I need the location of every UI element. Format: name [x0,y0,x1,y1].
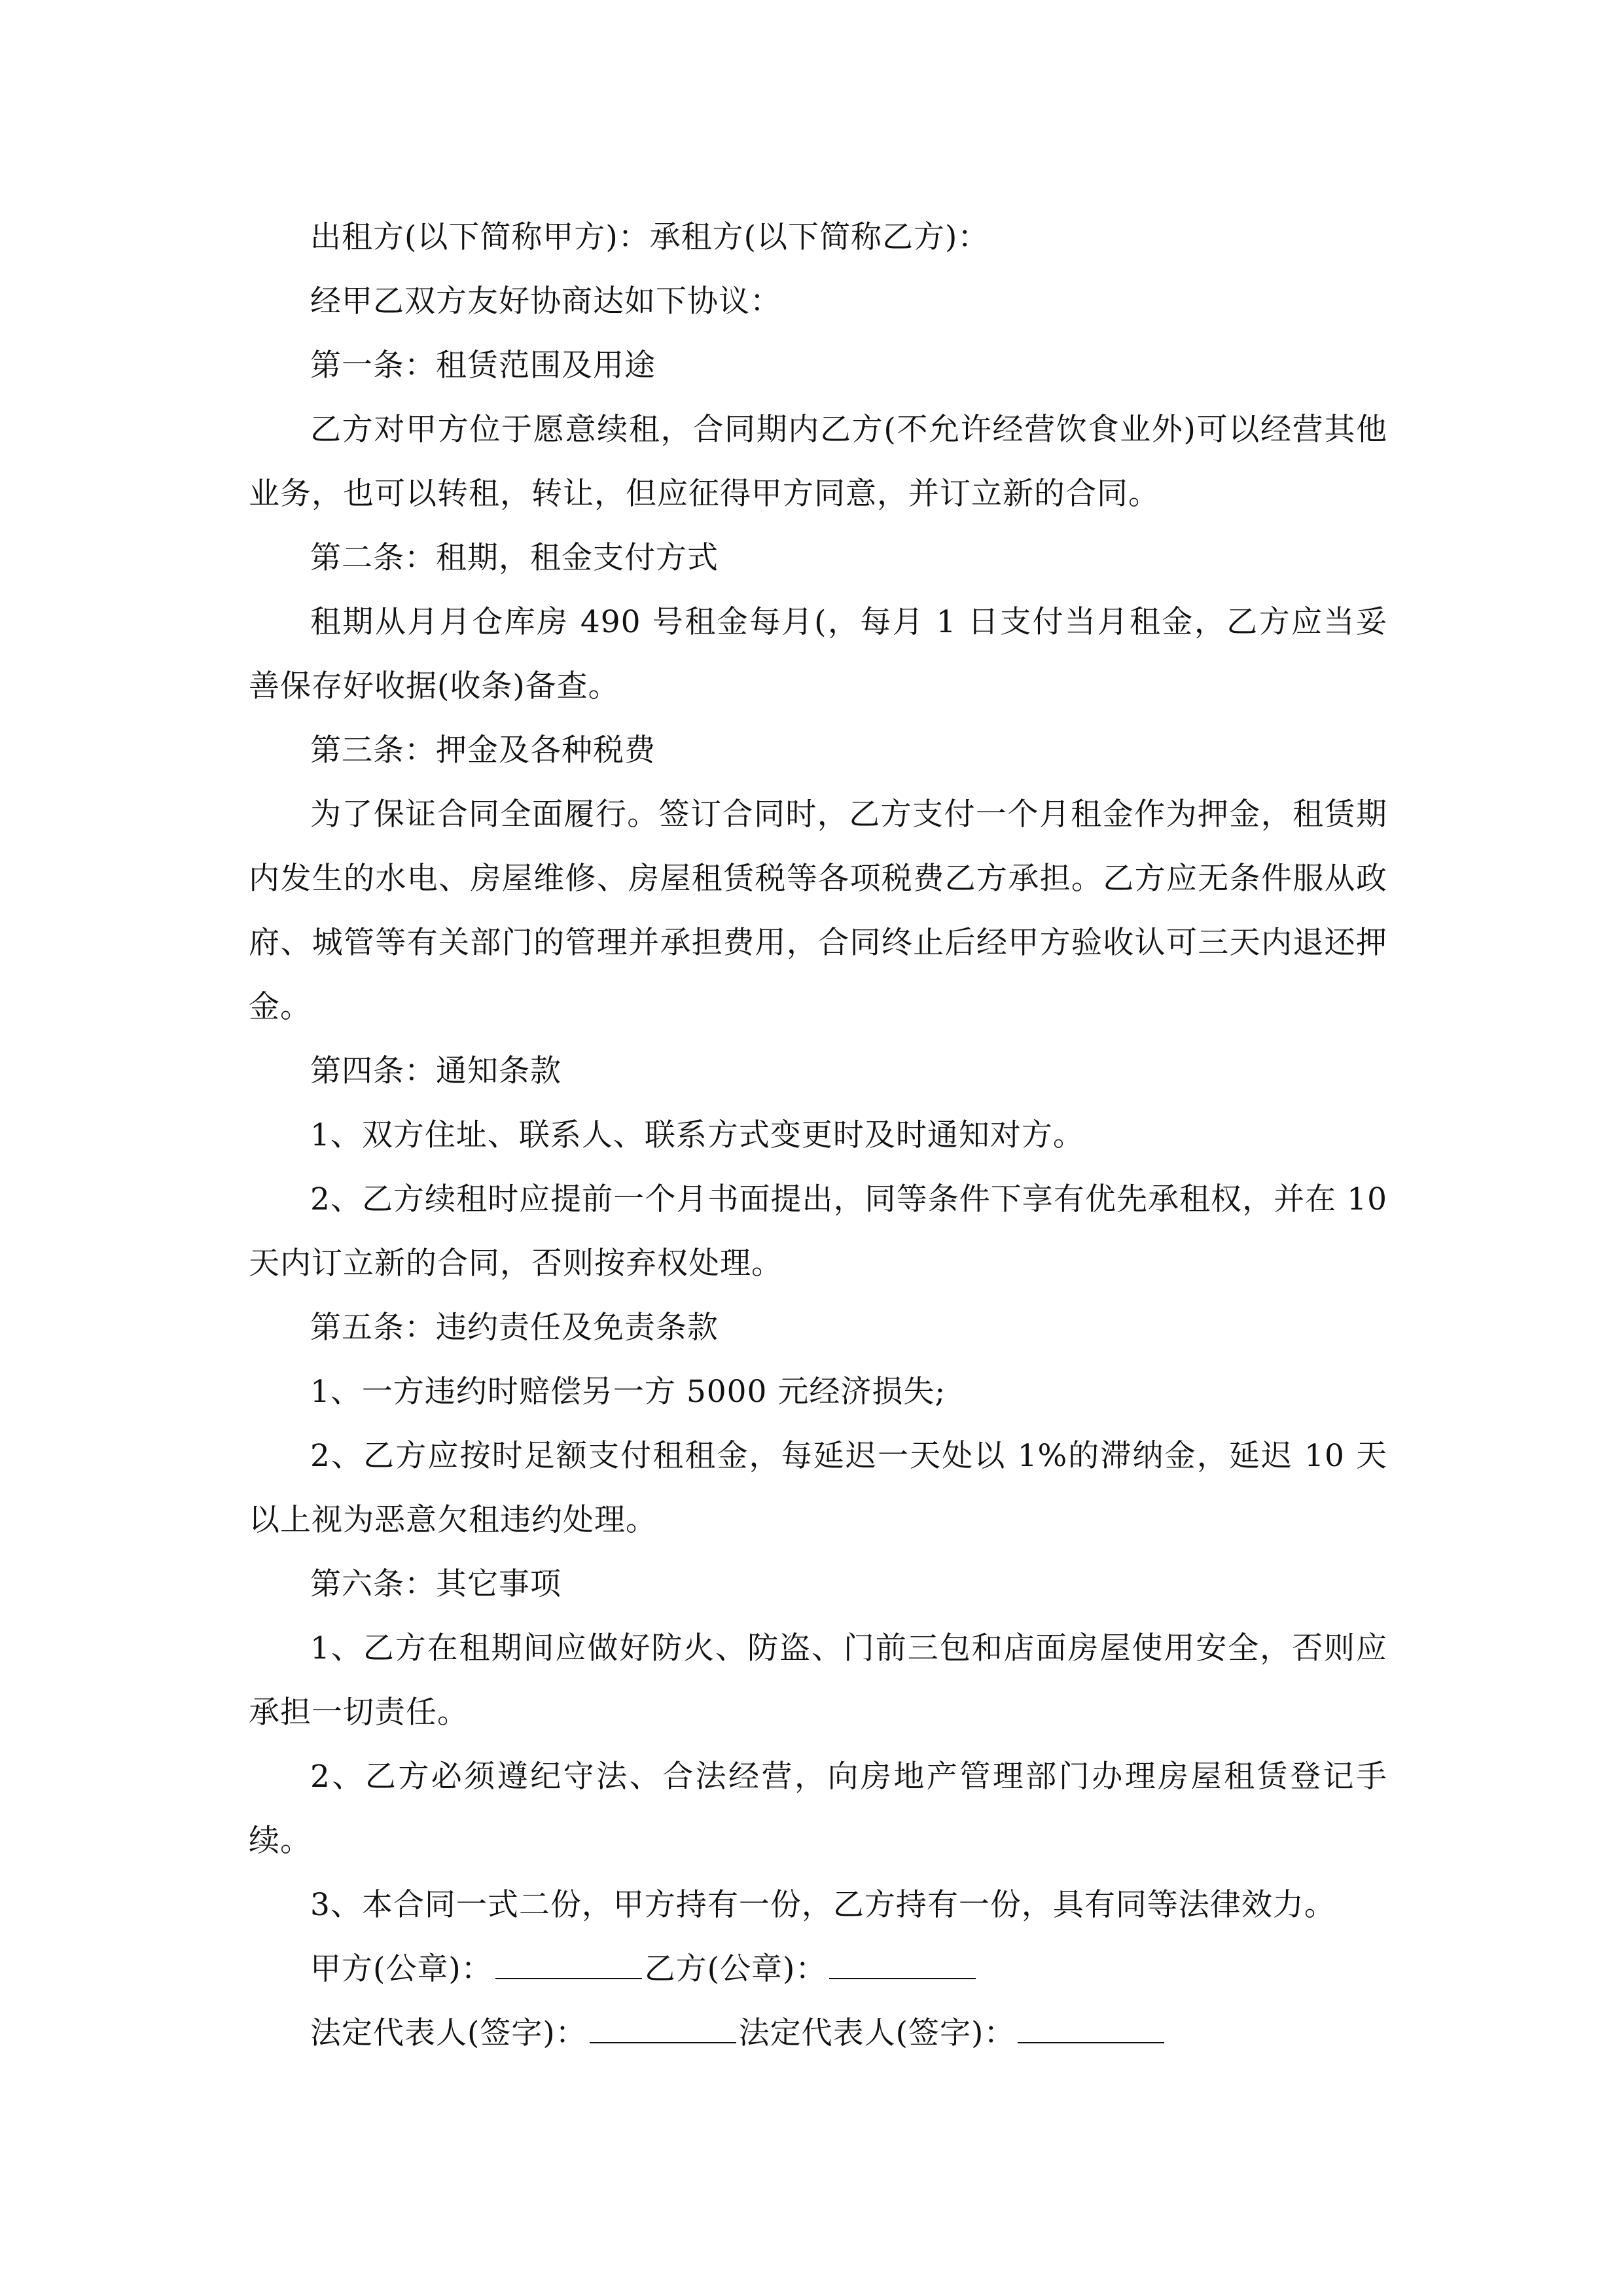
rep-a-signature-blank [590,2016,736,2043]
agreement-intro: 经甲乙双方友好协商达如下协议： [310,283,781,319]
article-4-heading: 第四条：通知条款 [310,1053,562,1089]
article-6-item-3: 3、本合同一式二份，甲方持有一份，乙方持有一份，具有同等法律效力。 [310,1887,1336,1923]
article-3-heading: 第三条：押金及各种税费 [310,732,656,768]
rep-b-label: 法定代表人(签字)： [738,2015,1016,2051]
article-5-item-2: 2、乙方应按时足额支付租租金，每延迟一天处以 1%的滞纳金，延迟 10 天以上视为恶意欠租违约处理。 [249,1438,1387,1538]
article-5-item-1: 1、一方违约时赔偿另一方 5000 元经济损失; [310,1374,946,1410]
article-2-heading: 第二条：租期，租金支付方式 [310,540,719,576]
party-b-seal-blank [829,1952,976,1979]
article-4-item-1: 1、双方住址、联系人、联系方式变更时及时通知对方。 [310,1117,1084,1153]
article-2-body: 租期从月月仓库房 490 号租金每月(，每月 1 日支付当月租金，乙方应当妥善保存好收据(收条)备查。 [249,604,1387,704]
seal-line [249,1937,1387,2001]
party-a-seal-blank [495,1952,642,1979]
article-5-heading: 第五条：违约责任及免责条款 [310,1310,719,1346]
article-6-heading: 第六条：其它事项 [310,1566,562,1602]
article-6-item-2: 2、乙方必须遵纪守法、合法经营，向房地产管理部门办理房屋租赁登记手续。 [249,1759,1387,1859]
article-1-heading: 第一条：租赁范围及用途 [310,348,656,384]
party-a-seal-label: 甲方(公章)： [310,1951,493,1987]
rep-a-label: 法定代表人(签字)： [310,2015,587,2051]
rep-b-signature-blank [1018,2016,1164,2043]
article-1-body: 乙方对甲方位于愿意续租，合同期内乙方(不允许经营饮食业外)可以经营其他业务，也可以转租，转让，但应征得甲方同意，并订立新的合同。 [249,412,1387,512]
party-b-seal-label: 乙方(公章)： [644,1951,827,1987]
article-3-body: 为了保证合同全面履行。签订合同时，乙方支付一个月租金作为押金，租赁期内发生的水电、房屋维修、房屋租赁税等各项税费乙方承担。乙方应无条件服从政府、城管等有关部门的管理并承担费用，合同终止后经甲方验收认可三天内退还押金。 [249,797,1387,1025]
representative-line [249,2001,1387,2066]
parties-line: 出租方(以下简称甲方)：承租方(以下简称乙方)： [310,219,990,255]
article-6-item-1: 1、乙方在租期间应做好防火、防盗、门前三包和店面房屋使用安全，否则应承担一切责任。 [249,1630,1387,1731]
article-4-item-2: 2、乙方续租时应提前一个月书面提出，同等条件下享有优先承租权，并在 10 天内订立新的合同，否则按弃权处理。 [249,1181,1387,1282]
contract-body [249,206,1387,2066]
